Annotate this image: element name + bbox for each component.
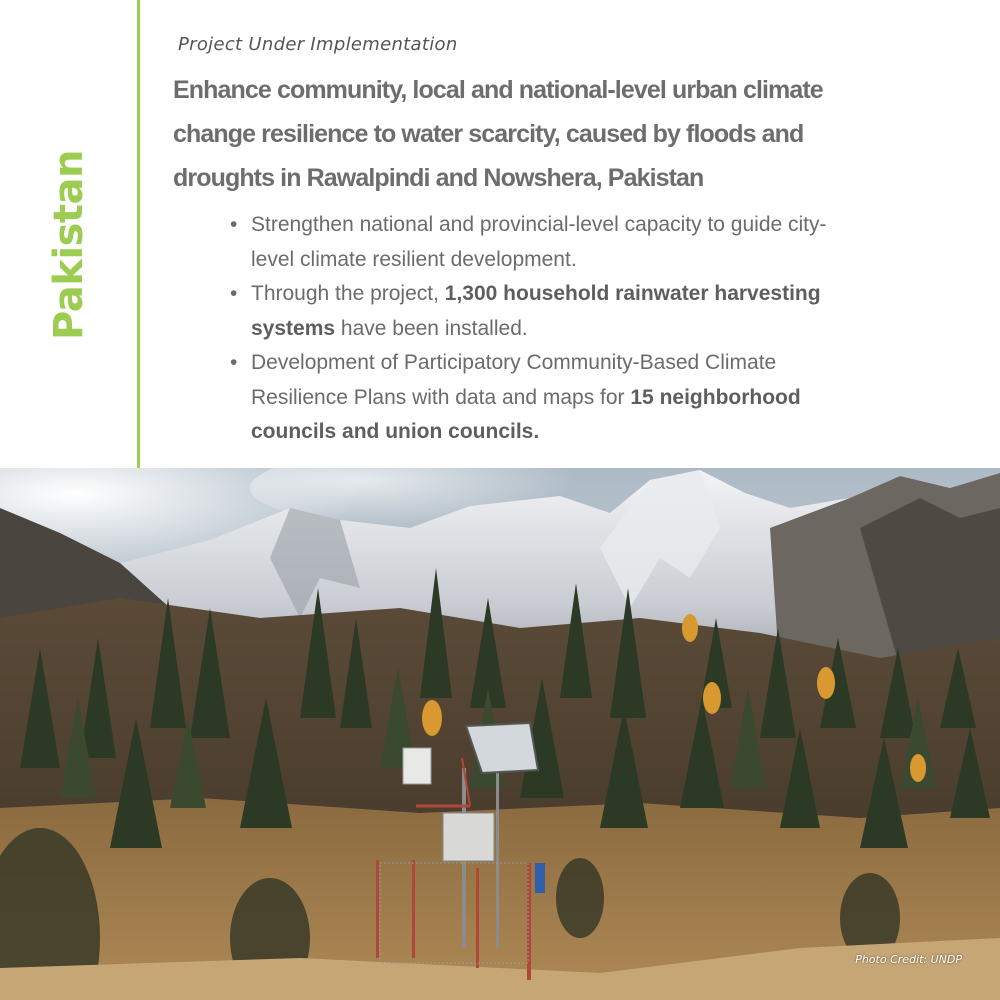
country-label-container [0, 0, 138, 468]
highlight-emphasis: 1,300 household rainwater harvesting systems [251, 282, 821, 340]
mountain-landscape-illustration [0, 468, 1000, 1000]
project-highlights [230, 208, 860, 450]
info-panel [0, 0, 1000, 468]
highlight-text: have been installed. [335, 316, 528, 340]
country-label: Pakistan [46, 150, 93, 340]
highlight-item [230, 208, 860, 277]
highlight-item [230, 277, 860, 346]
highlight-text: Development of Participatory Community-Based Climate Resilience Plans with data and maps for [251, 351, 777, 409]
project-title: Enhance community, local and national-level urban climate change resilience to water scarcity, caused by floods and droughts in Rawalpindi and Nowshera, Pakistan [173, 76, 823, 192]
landscape-photo [0, 468, 1000, 1000]
accent-divider [137, 0, 140, 468]
photo-credit: Photo Credit: UNDP [855, 953, 962, 966]
highlight-text: Through the project, [251, 282, 445, 305]
project-status: Project Under Implementation [178, 34, 458, 55]
highlight-emphasis: 15 neighborhood councils and union councils. [251, 385, 801, 443]
highlight-text: Strengthen national and provincial-level capacity to guide city-level climate resilient development. [251, 213, 827, 271]
highlight-item [230, 346, 860, 450]
